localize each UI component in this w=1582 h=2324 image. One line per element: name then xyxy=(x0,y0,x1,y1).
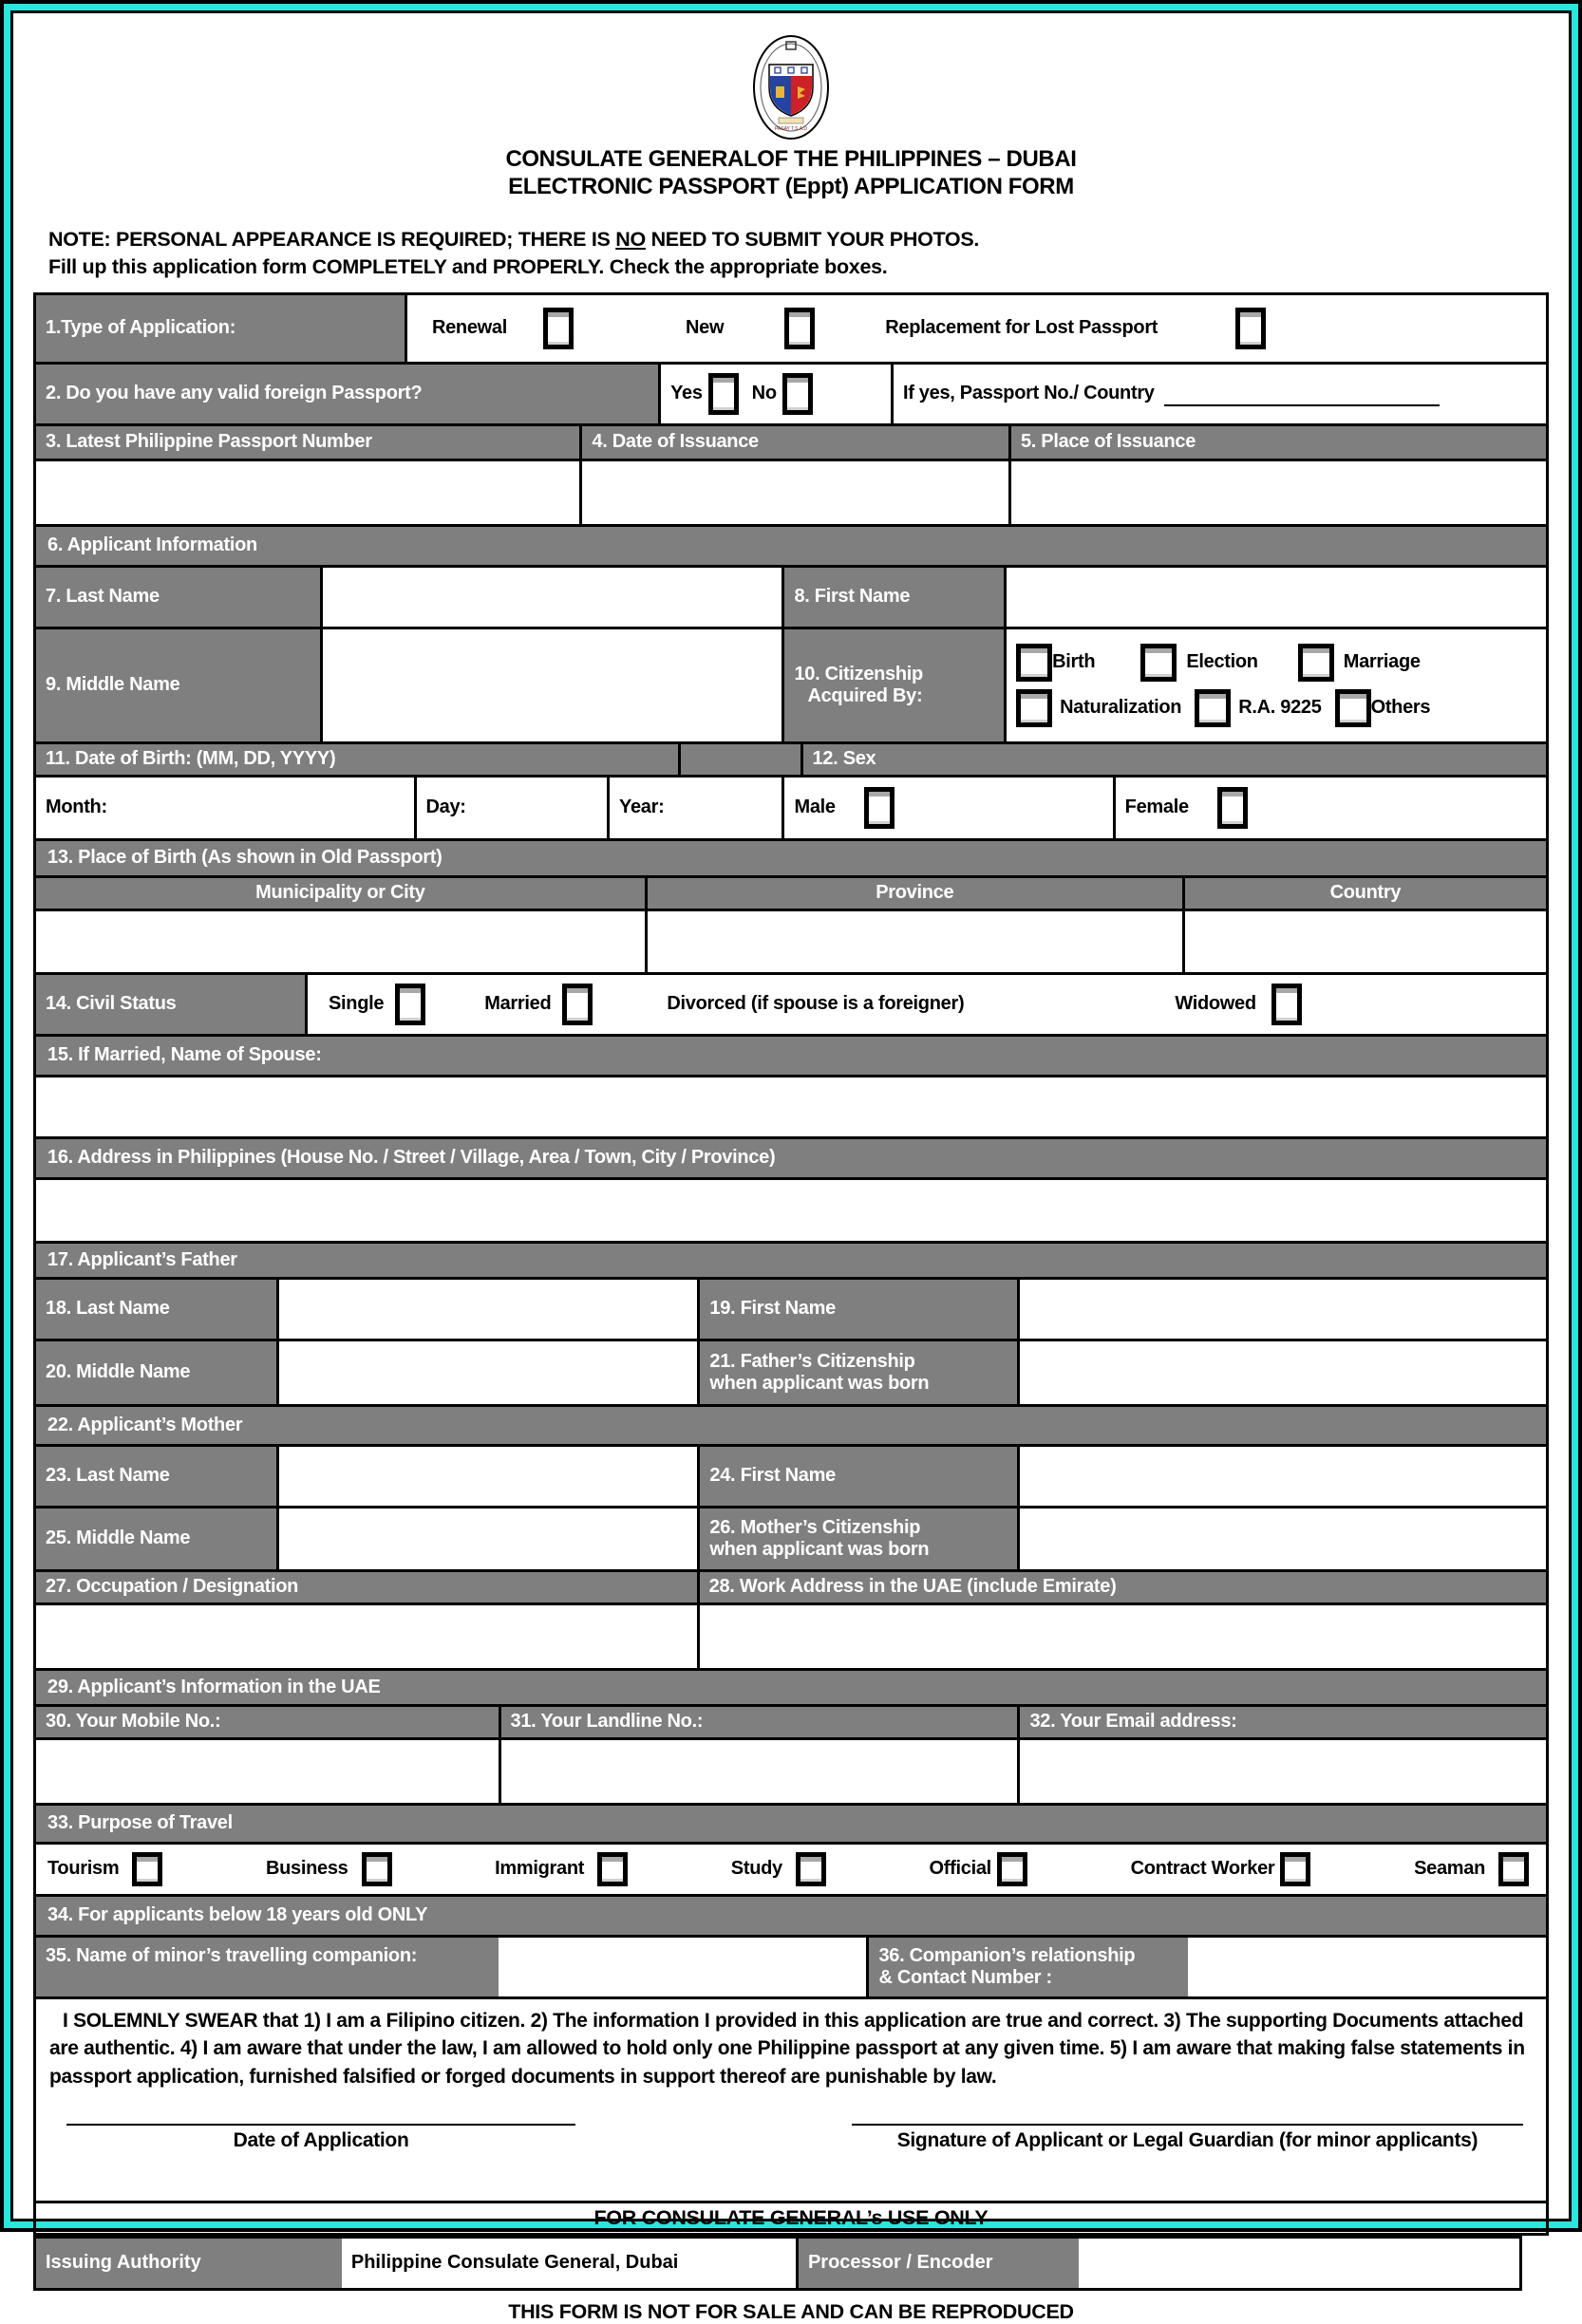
col-header-municipality: Municipality or City xyxy=(36,878,645,909)
field-label-mother-first-name: 24. First Name xyxy=(697,1447,1017,1506)
field-label-mother-middle-name: 25. Middle Name xyxy=(36,1509,276,1569)
checkbox-others[interactable] xyxy=(1335,689,1371,727)
row-contact-inputs xyxy=(36,1737,1546,1803)
checkbox-yes[interactable] xyxy=(708,373,739,415)
section-applicant-mother: 22. Applicant’s Mother xyxy=(36,1404,1546,1444)
passport-no-country-line[interactable] xyxy=(1164,382,1440,406)
row-type-of-application xyxy=(36,295,1546,362)
married-label: Married xyxy=(484,993,552,1015)
field-label-mother-last-name: 23. Last Name xyxy=(36,1447,276,1506)
field-label-middle-name: 9. Middle Name xyxy=(36,629,320,741)
form-sheet xyxy=(10,10,1572,2323)
field-label-occupation: 27. Occupation / Designation xyxy=(36,1572,697,1602)
business-label: Business xyxy=(265,1858,348,1880)
checkbox-replacement[interactable] xyxy=(1235,308,1266,349)
checkbox-official[interactable] xyxy=(997,1852,1027,1886)
contract-worker-label: Contract Worker xyxy=(1130,1858,1275,1880)
row-contact-headers xyxy=(36,1704,1546,1737)
row-pob-headers xyxy=(36,875,1546,909)
cyan-frame xyxy=(4,4,1578,2323)
checkbox-birth[interactable] xyxy=(1016,644,1052,682)
others-label: Others xyxy=(1370,697,1431,719)
section-below-18: 34. For applicants below 18 years old ONLY xyxy=(36,1894,1546,1935)
signature-label: Signature of Applicant or Legal Guardian (for minor applicants) xyxy=(896,2129,1478,2151)
field-label-civil-status: 14. Civil Status xyxy=(36,975,305,1034)
seal-container xyxy=(33,13,1549,145)
input-father-middle-name[interactable] xyxy=(276,1341,698,1404)
sex-male-cell xyxy=(782,778,1112,838)
row-mother-middle-citizenship xyxy=(36,1506,1546,1569)
field-label-date-of-issuance: 4. Date of Issuance xyxy=(579,426,1008,459)
checkbox-renewal[interactable] xyxy=(543,308,574,349)
election-label: Election xyxy=(1186,651,1258,673)
date-of-application-label: Date of Application xyxy=(233,2129,409,2151)
row-occupation-headers xyxy=(36,1569,1546,1602)
checkbox-election[interactable] xyxy=(1140,644,1177,682)
checkbox-seaman[interactable] xyxy=(1498,1852,1529,1886)
row-father-name xyxy=(36,1277,1546,1339)
replacement-label: Replacement for Lost Passport xyxy=(885,317,1158,339)
input-first-name[interactable] xyxy=(1004,568,1546,627)
processor-encoder-label: Processor / Encoder xyxy=(796,2239,1079,2288)
field-label-father-middle-name: 20. Middle Name xyxy=(36,1341,276,1404)
input-mother-last-name[interactable] xyxy=(276,1447,698,1506)
input-mobile-no[interactable] xyxy=(36,1740,499,1803)
field-label-citizenship-acquired: 10. Citizenship Acquired By: xyxy=(782,629,1004,741)
input-country[interactable] xyxy=(1182,911,1546,972)
row-dob-sex-inputs xyxy=(36,775,1546,838)
row-address-input xyxy=(36,1177,1546,1241)
oath-text: I SOLEMNLY SWEAR that 1) I am a Filipino citizen. 2) The information I provided in this application are true and correct. 3) The supporting Documents attached are authentic. 4) I am aware that under the law, I am allowed to hold only one Philippine passport at any given time. 5) I am aware that making false statements in passport application, furnished falsified or forged documents in support thereof are punishable by law. xyxy=(49,2009,1525,2089)
yes-label: Yes xyxy=(670,383,703,404)
divorced-label: Divorced (if spouse is a foreigner) xyxy=(667,993,965,1015)
field-label-work-address: 28. Work Address in the UAE (include Emirate) xyxy=(697,1572,1546,1602)
oath-section xyxy=(36,1996,1546,2201)
issuing-authority-label: Issuing Authority xyxy=(36,2239,342,2288)
dob-spacer-cell xyxy=(678,744,800,775)
type-of-application-options xyxy=(405,295,1546,362)
input-spouse-name[interactable] xyxy=(36,1078,1546,1136)
field-label-first-name: 8. First Name xyxy=(782,568,1004,627)
checkbox-new[interactable] xyxy=(784,308,815,349)
checkbox-marriage[interactable] xyxy=(1298,644,1334,682)
input-date-of-issuance[interactable] xyxy=(579,461,1008,524)
date-of-application-block xyxy=(66,2124,575,2152)
study-label: Study xyxy=(730,1858,782,1880)
form-title-line1: CONSULATE GENERALOF THE PHILIPPINES – DUBAI xyxy=(505,146,1077,172)
new-label: New xyxy=(686,317,725,339)
civil-status-options xyxy=(305,975,1546,1034)
field-label-father-citizenship: 21. Father’s Citizenship when applicant was born xyxy=(697,1341,1017,1404)
checkbox-single[interactable] xyxy=(395,984,425,1025)
input-last-name[interactable] xyxy=(320,568,782,627)
input-processor-encoder[interactable] xyxy=(1079,2239,1519,2288)
input-passport-number[interactable] xyxy=(36,461,579,524)
widowed-label: Widowed xyxy=(1175,993,1256,1015)
section-applicant-father: 17. Applicant’s Father xyxy=(36,1241,1546,1277)
if-yes-passport-country: If yes, Passport No./ Country xyxy=(891,365,1546,423)
field-label-type-of-application: 1.Type of Application: xyxy=(36,295,405,362)
input-minor-companion[interactable] xyxy=(499,1938,867,1996)
row-mother-name xyxy=(36,1444,1546,1506)
input-place-of-issuance[interactable] xyxy=(1008,461,1546,524)
tourism-label: Tourism xyxy=(47,1858,120,1880)
input-companion-relationship[interactable] xyxy=(1188,1938,1546,1996)
row-minor-companion xyxy=(36,1935,1546,1996)
single-label: Single xyxy=(329,993,385,1015)
input-father-first-name[interactable] xyxy=(1017,1280,1546,1339)
sex-female-cell xyxy=(1113,778,1546,838)
row-passport-inputs xyxy=(36,459,1546,524)
note-line1: NOTE: PERSONAL APPEARANCE IS REQUIRED; THERE IS NO NEED TO SUBMIT YOUR PHOTOS. xyxy=(48,227,980,251)
row-applicant-name xyxy=(36,565,1546,627)
input-year[interactable]: Year: xyxy=(607,778,782,838)
input-day[interactable]: Day: xyxy=(414,778,608,838)
svg-text:PASAY T.S.A.D: PASAY T.S.A.D xyxy=(774,126,808,132)
checkbox-widowed[interactable] xyxy=(1271,984,1302,1025)
ra9225-label: R.A. 9225 xyxy=(1238,697,1322,719)
checkbox-no[interactable] xyxy=(782,373,813,415)
input-landline-no[interactable] xyxy=(499,1740,1018,1803)
field-label-date-of-birth: 11. Date of Birth: (MM, DD, YYYY) xyxy=(36,744,678,775)
checkbox-study[interactable] xyxy=(796,1852,826,1886)
form-title-line2: ELECTRONIC PASSPORT (Eppt) APPLICATION FORM xyxy=(508,174,1074,200)
input-father-last-name[interactable] xyxy=(276,1280,698,1339)
row-foreign-passport xyxy=(36,362,1546,423)
row-dob-sex-headers xyxy=(36,741,1546,775)
input-mother-first-name[interactable] xyxy=(1017,1447,1546,1506)
field-label-companion-relationship: 36. Companion’s relationship & Contact Number : xyxy=(866,1938,1188,1996)
official-label: Official xyxy=(929,1858,991,1880)
naturalization-label: Naturalization xyxy=(1060,697,1182,719)
consulate-use-band: FOR CONSULATE GENERAL’s USE ONLY xyxy=(36,2201,1546,2233)
field-label-landline: 31. Your Landline No.: xyxy=(499,1707,1018,1737)
section-purpose-of-travel: 33. Purpose of Travel xyxy=(36,1803,1546,1842)
field-label-minor-companion: 35. Name of minor’s travelling companion: xyxy=(36,1938,499,1996)
signature-block xyxy=(852,2124,1523,2152)
checkbox-female[interactable] xyxy=(1217,787,1248,829)
issuing-authority-row xyxy=(33,2236,1522,2291)
section-place-of-birth: 13. Place of Birth (As shown in Old Passport) xyxy=(36,838,1546,875)
issuing-authority-value: Philippine Consulate General, Dubai xyxy=(342,2239,796,2288)
input-address-philippines[interactable] xyxy=(36,1180,1546,1241)
input-occupation[interactable] xyxy=(36,1605,697,1668)
checkbox-tourism[interactable] xyxy=(132,1852,162,1886)
row-middle-name-citizenship xyxy=(36,627,1546,741)
section-spouse-name: 15. If Married, Name of Spouse: xyxy=(36,1034,1546,1075)
input-email[interactable] xyxy=(1017,1740,1546,1803)
row-father-middle-citizenship xyxy=(36,1339,1546,1404)
checkbox-contract-worker[interactable] xyxy=(1280,1852,1310,1886)
row-purpose-options xyxy=(36,1842,1546,1894)
foreign-passport-yes-no xyxy=(658,365,891,423)
field-label-mobile: 30. Your Mobile No.: xyxy=(36,1707,499,1737)
section-address-philippines: 16. Address in Philippines (House No. / Street / Village, Area / Town, City / Province) xyxy=(36,1136,1546,1177)
marriage-label: Marriage xyxy=(1343,651,1421,673)
field-label-latest-passport-number: 3. Latest Philippine Passport Number xyxy=(36,426,579,459)
checkbox-male[interactable] xyxy=(864,787,895,829)
female-label: Female xyxy=(1124,797,1189,818)
row-civil-status xyxy=(36,972,1546,1034)
row-passport-headers xyxy=(36,423,1546,459)
section-uae-information: 29. Applicant’s Information in the UAE xyxy=(36,1668,1546,1704)
checkbox-business[interactable] xyxy=(362,1852,392,1886)
checkbox-naturalization[interactable] xyxy=(1016,689,1052,727)
field-label-father-first-name: 19. First Name xyxy=(697,1280,1017,1339)
row-pob-inputs xyxy=(36,909,1546,972)
note-line2: Fill up this application form COMPLETELY and PROPERLY. Check the appropriate boxes. xyxy=(48,254,888,278)
seaman-label: Seaman xyxy=(1414,1858,1485,1880)
row-occupation-inputs xyxy=(36,1602,1546,1668)
citizenship-options xyxy=(1004,629,1546,741)
footer-note: THIS FORM IS NOT FOR SALE AND CAN BE REPRODUCED xyxy=(508,2299,1074,2323)
col-header-country: Country xyxy=(1182,878,1546,909)
section-applicant-information: 6. Applicant Information xyxy=(36,524,1546,565)
col-header-province: Province xyxy=(645,878,1182,909)
input-mother-citizenship[interactable] xyxy=(1017,1509,1546,1569)
no-label: No xyxy=(751,383,777,404)
field-label-sex: 12. Sex xyxy=(800,744,1546,775)
application-form-table xyxy=(33,292,1549,2236)
purpose-options xyxy=(36,1845,1546,1894)
form-notes xyxy=(48,226,1549,281)
field-label-email: 32. Your Email address: xyxy=(1017,1707,1546,1737)
signature-area xyxy=(53,2124,1529,2152)
input-province[interactable] xyxy=(645,911,1182,972)
field-label-foreign-passport: 2. Do you have any valid foreign Passport? xyxy=(36,365,658,423)
male-label: Male xyxy=(794,797,836,818)
checkbox-ra9225[interactable] xyxy=(1195,689,1231,727)
input-work-address[interactable] xyxy=(697,1605,1546,1668)
input-municipality[interactable] xyxy=(36,911,645,972)
field-label-last-name: 7. Last Name xyxy=(36,568,320,627)
note-no-underlined: NO xyxy=(615,227,646,251)
input-father-citizenship[interactable] xyxy=(1017,1341,1546,1404)
checkbox-married[interactable] xyxy=(562,984,593,1025)
checkbox-immigrant[interactable] xyxy=(597,1852,628,1886)
philippine-consulate-seal-icon xyxy=(752,34,830,141)
immigrant-label: Immigrant xyxy=(495,1858,585,1880)
input-month[interactable]: Month: xyxy=(36,778,414,838)
field-label-mother-citizenship: 26. Mother’s Citizenship when applicant was born xyxy=(697,1509,1017,1569)
input-middle-name[interactable] xyxy=(320,629,782,741)
input-mother-middle-name[interactable] xyxy=(276,1509,698,1569)
renewal-label: Renewal xyxy=(431,317,507,339)
field-label-father-last-name: 18. Last Name xyxy=(36,1280,276,1339)
field-label-place-of-issuance: 5. Place of Issuance xyxy=(1008,426,1546,459)
birth-label: Birth xyxy=(1052,651,1096,673)
row-spouse-input xyxy=(36,1075,1546,1136)
